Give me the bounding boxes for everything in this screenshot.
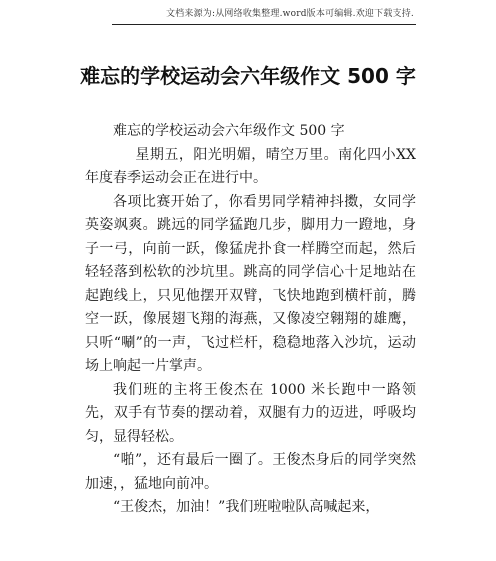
body-paragraph: 各项比赛开始了，你看男同学精神抖擞，女同学英姿飒爽。跳远的同学猛跑几步，脚用力一蹬地，身子一弓，向前一跃，像猛虎扑食一样腾空而起，然后轻轻落到松软的沙坑里。跳高的同学信心十足地站在起跑线上，只见他摆开双臂，飞快地跑到横杆前，腾空一跃，像展翅飞翔的海燕，又像凌空翱翔的雄鹰，只听“唰”的一声，飞过栏杆，稳稳地落入沙坑，运动场上响起一片掌声。 (85, 193, 416, 374)
document-subtitle: 难忘的学校运动会六年级作文 500 字 (113, 123, 345, 139)
body-paragraph: 我们班的主将王俊杰在 1000 米长跑中一路领先，双手有节奏的摆动着，双腿有力的迈进，呼吸均匀，显得轻松。 (85, 381, 416, 445)
body-paragraph: “啪”，还有最后一圈了。王俊杰身后的同学突然加速，，猛地向前冲。 (85, 452, 416, 492)
body-paragraph: 星期五，阳光明媚，晴空万里。南化四小XX年度春季运动会正在进行中。 (85, 146, 416, 186)
document-source-note: 文档来源为:从网络收集整理.word版本可编辑.欢迎下载支持. (165, 9, 414, 19)
document-title: 难忘的学校运动会六年级作文 500 字 (80, 64, 416, 88)
header-divider (112, 24, 416, 25)
body-paragraph: “王俊杰，加油！”我们班啦啦队高喊起来， (113, 499, 380, 515)
document-body (85, 120, 416, 520)
